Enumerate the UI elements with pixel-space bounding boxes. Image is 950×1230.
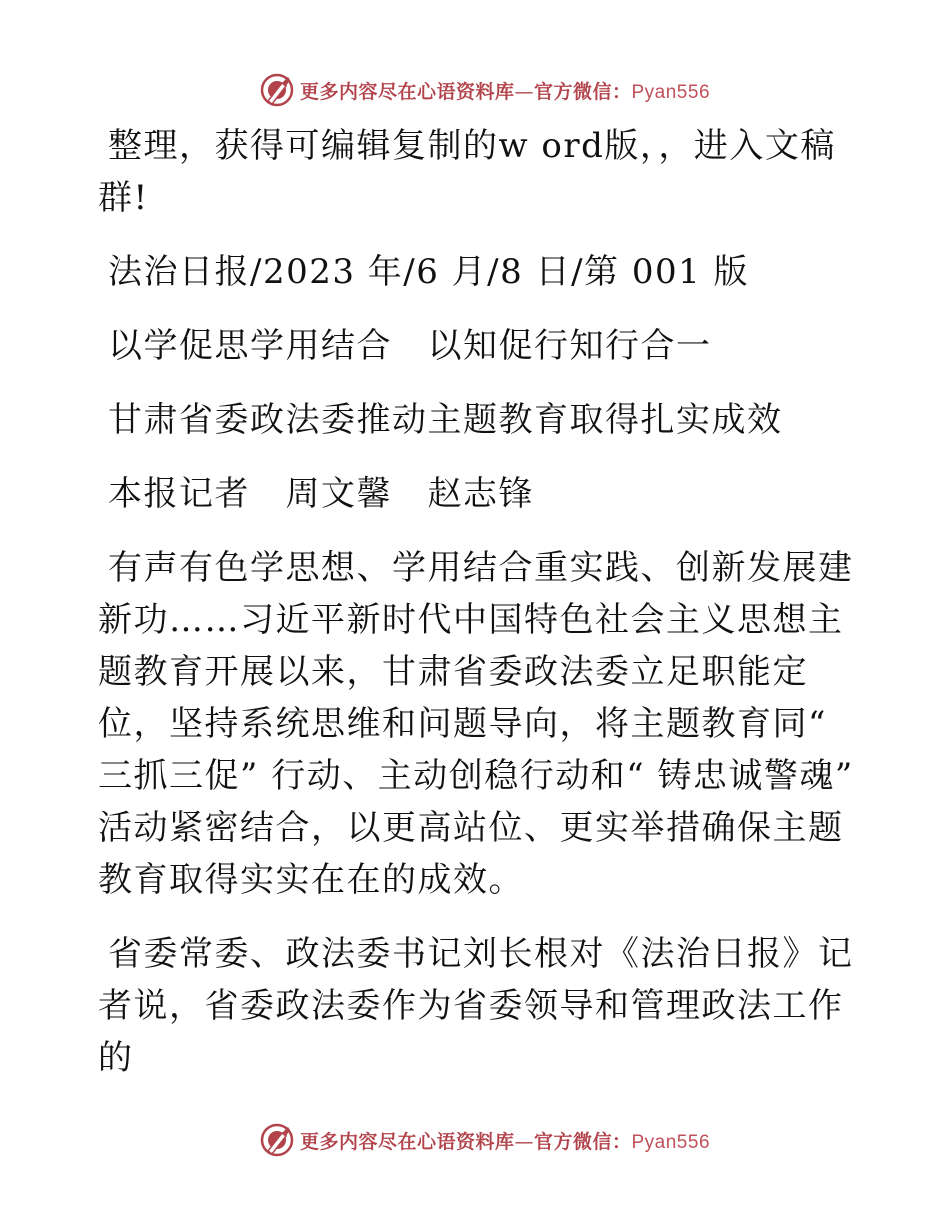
banner-separator: —	[514, 80, 534, 103]
footer-site-text: 更多内容尽在心语资料库	[299, 1130, 515, 1153]
header-banner	[0, 70, 950, 110]
banner-site-text: 更多内容尽在心语资料库	[299, 80, 515, 103]
pen-logo-icon	[260, 73, 294, 107]
source-line: 法治日报/2023 年/6 月/8 日/第 001 版	[108, 252, 750, 292]
footer-banner-content	[260, 1123, 710, 1157]
banner-content	[260, 73, 710, 107]
footer-wechat-id: Pyan556	[631, 1131, 711, 1153]
pen-logo-icon	[260, 1123, 294, 1157]
banner-text	[300, 77, 710, 104]
footer-banner	[0, 1120, 950, 1160]
footer-separator: —	[514, 1130, 534, 1153]
body-paragraph-2: 省委常委、政法委书记刘长根对《法治日报》记者说，省委政法委作为省委领导和管理政法工作的	[98, 934, 854, 1078]
footer-wechat-label: 官方微信：	[533, 1130, 632, 1153]
footer-banner-text	[300, 1127, 710, 1154]
document-body	[98, 120, 858, 1084]
headline: 以学促思学用结合 以知促行知行合一	[108, 326, 712, 366]
intro-line: 整理，获得可编辑复制的w ord版，，进入文稿群!	[98, 126, 836, 218]
byline: 本报记者 周文馨 赵志锋	[108, 474, 534, 514]
subheadline: 甘肃省委政法委推动主题教育取得扎实成效	[108, 400, 783, 440]
banner-wechat-id: Pyan556	[631, 81, 711, 103]
banner-wechat-label: 官方微信：	[533, 80, 632, 103]
body-paragraph-1: 有声有色学思想、学用结合重实践、创新发展建新功……习近平新时代中国特色社会主义思想主题教育开展以来，甘肃省委政法委立足职能定位，坚持系统思维和问题导向，将主题教育同“ 三抓三促” 行动、主动创稳行动和“ 铸忠诚警魂” 活动紧密结合，以更高站位、更实举措确保主题教育取得实实在在的成效。	[98, 548, 854, 900]
